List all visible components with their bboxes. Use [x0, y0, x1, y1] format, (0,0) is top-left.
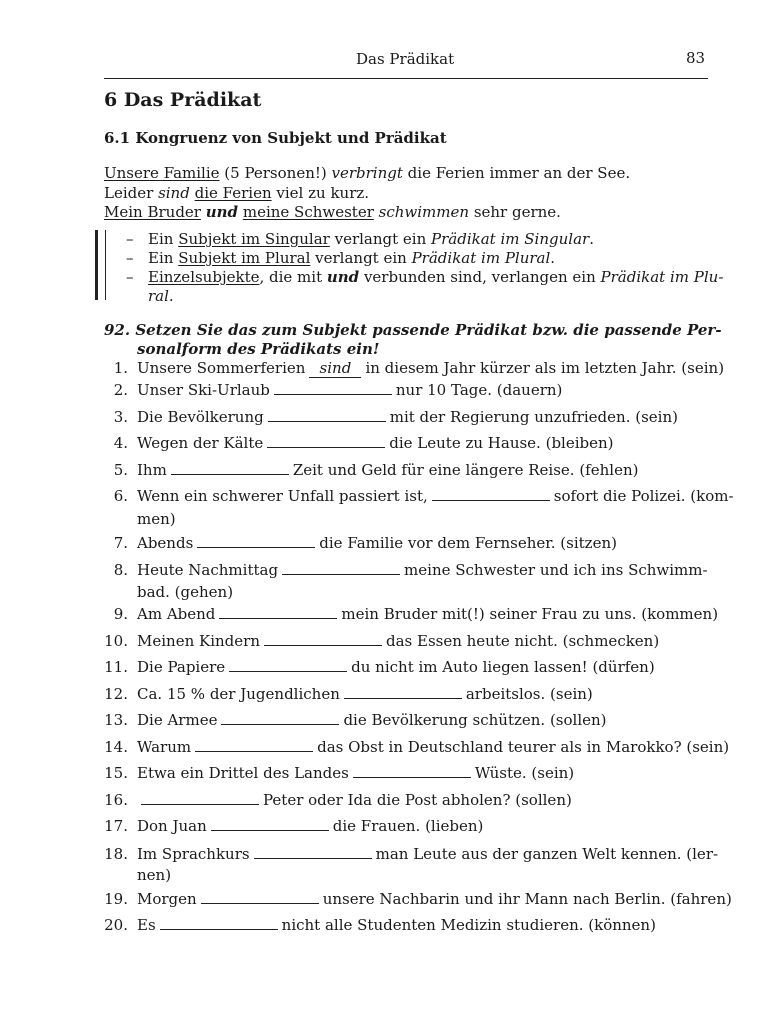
- exercise-text-after: in diesem Jahr kürzer als im letzten Jahr. (sein): [365, 359, 725, 377]
- exercise-sentence: [137, 487, 734, 505]
- exercise-text-before: Warum: [137, 738, 192, 756]
- exercise-sentence: [137, 916, 656, 934]
- example-text: Leider: [104, 184, 159, 202]
- exercise-text-after: meine Schwester und ich ins Schwimm-: [404, 561, 708, 579]
- exercise-answer-blank[interactable]: [344, 686, 462, 699]
- section-title: 6.1 Kongruenz von Subjekt und Prädikat: [104, 129, 447, 147]
- rule-text: Ein: [148, 249, 179, 267]
- rule-dash: –: [126, 230, 134, 248]
- exercise-text-after: nur 10 Tage. (dauern): [395, 381, 563, 399]
- exercise-number: 8.: [113, 561, 128, 579]
- exercise-number: 3.: [113, 408, 128, 426]
- example-verb: schwimmen: [378, 203, 470, 221]
- exercise-text-before: Don Juan: [137, 817, 207, 835]
- exercise-sentence: [137, 461, 638, 479]
- exercise-text-before: Morgen: [137, 890, 197, 908]
- exercise-text-after: mein Bruder mit(!) seiner Frau zu uns. (kommen): [341, 605, 719, 623]
- exercise-answer-blank[interactable]: [432, 488, 550, 501]
- example-text: viel zu kurz.: [271, 184, 370, 202]
- exercise-number: 4.: [113, 434, 128, 452]
- exercise-number: 1.: [113, 359, 128, 377]
- exercise-answer-blank[interactable]: [219, 606, 337, 619]
- example-sentence-1: [104, 164, 630, 182]
- exercise-text-after: unsere Nachbarin und ihr Mann nach Berlin. (fahren): [322, 890, 732, 908]
- header-rule: [104, 78, 708, 79]
- exercise-text-before: Meinen Kindern: [137, 632, 260, 650]
- rule-text: , die mit: [259, 268, 327, 286]
- exercise-text-after: Zeit und Geld für eine längere Reise. (fehlen): [292, 461, 639, 479]
- exercise-continuation: men): [137, 510, 176, 528]
- example-sentence-2: [104, 184, 369, 202]
- exercise-answer-blank[interactable]: [353, 765, 471, 778]
- exercise-text-after: das Essen heute nicht. (schmecken): [385, 632, 660, 650]
- exercise-text-after: Peter oder Ida die Post abholen? (sollen): [263, 791, 572, 809]
- exercise-text-after: arbeitslos. (sein): [465, 685, 593, 703]
- chapter-title: 6 Das Prädikat: [104, 89, 262, 111]
- rule-3-continuation: [148, 287, 174, 305]
- exercise-sentence: [137, 359, 724, 378]
- exercise-answer-blank[interactable]: [221, 712, 339, 725]
- exercise-sentence: [137, 534, 617, 552]
- exercise-text-before: Abends: [137, 534, 194, 552]
- rule-predicate-cont: ral.: [148, 287, 174, 305]
- exercise-text-before: Die Papiere: [137, 658, 226, 676]
- exercise-sentence: [137, 632, 659, 650]
- rule-3: [126, 268, 723, 286]
- exercise-number: 10.: [104, 632, 128, 650]
- rule-subject: Subjekt im Plural: [178, 249, 311, 267]
- exercise-text-before: Unser Ski-Urlaub: [137, 381, 270, 399]
- example-subject: die Ferien: [194, 184, 272, 202]
- exercise-sentence: [137, 890, 732, 908]
- exercise-number: 6.: [113, 487, 128, 505]
- exercise-number: 12.: [104, 685, 128, 703]
- rule-subject: Subjekt im Singular: [178, 230, 330, 248]
- example-text: die Ferien immer an der See.: [402, 164, 631, 182]
- exercise-answer-blank[interactable]: [201, 891, 319, 904]
- exercise-text-after: das Obst in Deutschland teurer als in Marokko? (sein): [317, 738, 730, 756]
- exercise-text-before: Die Armee: [137, 711, 218, 729]
- rule-text: .: [550, 249, 556, 267]
- exercise-sentence: [137, 561, 708, 579]
- exercise-text-after: die Leute zu Hause. (bleiben): [389, 434, 614, 452]
- example-conjunction: und: [205, 203, 239, 221]
- rule-conjunction: und: [326, 268, 360, 286]
- exercise-answer-blank[interactable]: [254, 846, 372, 859]
- exercise-number: 7.: [113, 534, 128, 552]
- example-text: sehr gerne.: [469, 203, 561, 221]
- exercise-text-before: Es: [137, 916, 156, 934]
- example-subject: Unsere Familie: [104, 164, 220, 182]
- exercise-answer-blank[interactable]: [264, 633, 382, 646]
- exercise-text-after: nicht alle Studenten Medizin studieren. (können): [281, 916, 656, 934]
- exercise-number: 16.: [104, 791, 128, 809]
- exercise-sentence: [137, 791, 572, 809]
- rule-1: [126, 230, 594, 248]
- rule-text: .: [589, 230, 594, 248]
- exercise-text-before: Die Bevölkerung: [137, 408, 264, 426]
- rule-dash: –: [126, 268, 134, 286]
- example-sentence-3: [104, 203, 561, 221]
- exercise-number: 17.: [104, 817, 128, 835]
- exercise-text-after: man Leute aus der ganzen Welt kennen. (ler-: [375, 845, 719, 863]
- exercise-answer-blank[interactable]: [197, 535, 315, 548]
- exercise-sentence: [137, 381, 562, 399]
- exercise-sentence: [137, 817, 483, 835]
- rule-subject: Einzelsubjekte: [148, 268, 260, 286]
- exercise-sentence: [137, 658, 655, 676]
- task-instruction-line-2: sonalform des Prädikats ein!: [137, 340, 380, 358]
- running-title: Das Prädikat: [356, 50, 455, 68]
- exercise-text-after: sofort die Polizei. (kom-: [553, 487, 734, 505]
- rule-text: verbunden sind, verlangen ein: [359, 268, 601, 286]
- rule-text: verlangt ein: [310, 249, 412, 267]
- exercise-number: 18.: [104, 845, 128, 863]
- rule-box-marker: [95, 230, 106, 300]
- rule-predicate: Prädikat im Plural: [411, 249, 551, 267]
- exercise-sentence: [137, 605, 718, 623]
- exercise-sentence: [137, 408, 678, 426]
- exercise-answer-blank[interactable]: [229, 659, 347, 672]
- rule-text: Ein: [148, 230, 179, 248]
- rule-2: [126, 249, 555, 267]
- exercise-text-before: Unsere Sommerferien: [137, 359, 306, 377]
- exercise-number: 11.: [104, 658, 128, 676]
- exercise-continuation: bad. (gehen): [137, 583, 234, 601]
- example-text: (5 Personen!): [219, 164, 332, 182]
- exercise-sentence: [137, 738, 729, 756]
- exercise-answer-filled: sind: [309, 359, 361, 378]
- exercise-text-after: die Bevölkerung schützen. (sollen): [343, 711, 607, 729]
- exercise-text-before: Am Abend: [137, 605, 216, 623]
- exercise-text-before: Ihm: [137, 461, 167, 479]
- exercise-text-before: Ca. 15 % der Jugendlichen: [137, 685, 340, 703]
- exercise-answer-blank[interactable]: [274, 382, 392, 395]
- exercise-text-before: Heute Nachmittag: [137, 561, 279, 579]
- exercise-text-after: mit der Regierung unzufrieden. (sein): [389, 408, 678, 426]
- exercise-text-before: Im Sprachkurs: [137, 845, 250, 863]
- exercise-answer-blank[interactable]: [282, 562, 400, 575]
- exercise-answer-blank[interactable]: [141, 792, 259, 805]
- exercise-number: 19.: [104, 890, 128, 908]
- exercise-answer-blank[interactable]: [171, 462, 289, 475]
- exercise-text-after: die Familie vor dem Fernseher. (sitzen): [319, 534, 617, 552]
- exercise-sentence: [137, 434, 614, 452]
- exercise-answer-blank[interactable]: [268, 409, 386, 422]
- exercise-answer-blank[interactable]: [211, 818, 329, 831]
- example-verb: sind: [158, 184, 190, 202]
- exercise-text-before: Etwa ein Drittel des Landes: [137, 764, 349, 782]
- rule-dash: –: [126, 249, 134, 267]
- example-subject: meine Schwester: [242, 203, 374, 221]
- exercise-sentence: [137, 711, 607, 729]
- exercise-continuation: nen): [137, 866, 172, 884]
- exercise-sentence: [137, 764, 574, 782]
- exercise-text-after: Wüste. (sein): [474, 764, 575, 782]
- exercise-text-after: die Frauen. (lieben): [332, 817, 484, 835]
- exercise-text-after: du nicht im Auto liegen lassen! (dürfen): [351, 658, 655, 676]
- exercise-number: 5.: [113, 461, 128, 479]
- exercise-sentence: [137, 845, 718, 863]
- exercise-answer-blank[interactable]: [160, 917, 278, 930]
- exercise-number: 2.: [113, 381, 128, 399]
- page-number: 83: [686, 49, 706, 67]
- rule-predicate: Prädikat im Plu-: [600, 268, 724, 286]
- exercise-answer-blank[interactable]: [195, 739, 313, 752]
- exercise-answer-blank[interactable]: [267, 435, 385, 448]
- rule-predicate: Prädikat im Singular: [431, 230, 590, 248]
- exercise-number: 15.: [104, 764, 128, 782]
- example-subject: Mein Bruder: [104, 203, 201, 221]
- exercise-text-before: Wegen der Kälte: [137, 434, 264, 452]
- exercise-number: 13.: [104, 711, 128, 729]
- exercise-sentence: [137, 685, 593, 703]
- example-verb: verbringt: [331, 164, 403, 182]
- exercise-text-before: Wenn ein schwerer Unfall passiert ist,: [137, 487, 428, 505]
- task-instruction-line-1: 92. Setzen Sie das zum Subjekt passende Prädikat bzw. die passende Per-: [104, 321, 722, 339]
- rule-text: verlangt ein: [329, 230, 432, 248]
- exercise-number: 14.: [104, 738, 128, 756]
- exercise-number: 9.: [113, 605, 128, 623]
- exercise-number: 20.: [104, 916, 128, 934]
